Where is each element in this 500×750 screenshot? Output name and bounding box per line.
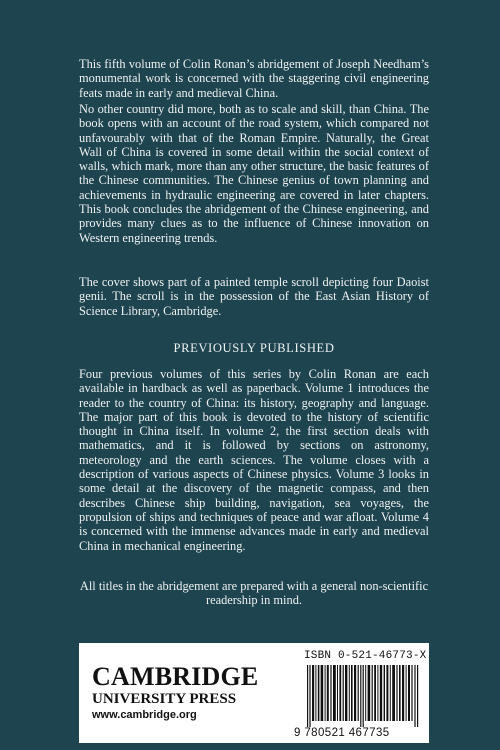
previously-published-heading: PREVIOUSLY PUBLISHED <box>173 341 335 355</box>
previously-published-paragraph: Four previous volumes of this series by Colin Ronan are each available in hardback as well as paperback. Volume 1 introduces the reader to the country of China: its history, geography and language. The major part of this book is devoted to the history of scientific thought in China itself. In volume 2, the first section deals with mathematics, and it is followed by sections on astronomy, meteorology and the earth sciences. The volume closes with a description of various aspects of Chinese physics. Volume 3 looks in some detail at the discovery of the magnetic compass, and then describes Chinese ship building, navigation, sea voyages, the propulsion of ships and techniques of peace and war afloat. Volume 4 is concerned with the immense advances made in early and medieval China in mechanical engineering. <box>79 367 429 553</box>
closing-paragraph: All titles in the abridgement are prepared with a general non-scientific readership in mind. <box>79 579 429 608</box>
blurb-paragraph-1: This fifth volume of Colin Ronan’s abridgement of Joseph Needham’s monumental work is concerned with the staggering civil engineering feats made in early and medieval China. <box>79 57 429 100</box>
barcode-number: 9 780521 467735 <box>294 727 390 739</box>
publisher-url: www.cambridge.org <box>92 709 197 721</box>
publisher-subname: UNIVERSITY PRESS <box>92 691 237 707</box>
publisher-logo <box>84 648 279 738</box>
publisher-barcode-panel <box>79 643 429 743</box>
blurb-paragraph-2: No other country did more, both as to scale and skill, than China. The book opens with an account of the road system, which compared not unfavourably with that of the Roman Empire. Naturally, the Great Wall of China is covered in some detail within the social context of walls, which mark, more than any other structure, the basic features of the Chinese communities. The Chinese genius of town planning and achievements in hydraulic engineering are covered in later chapters. This book concludes the abridgement of the Chinese engineering, and provides many clues as to the influence of Chinese innovation on Western engineering trends. <box>79 102 429 245</box>
isbn-label: ISBN 0-521-46773-X <box>304 650 427 662</box>
blurb-paragraph-3: The cover shows part of a painted temple scroll depicting four Daoist genii. The scroll is in the possession of the East Asian History of Science Library, Cambridge. <box>79 275 429 318</box>
barcode-icon <box>307 665 419 727</box>
publisher-name: CAMBRIDGE <box>92 662 259 691</box>
